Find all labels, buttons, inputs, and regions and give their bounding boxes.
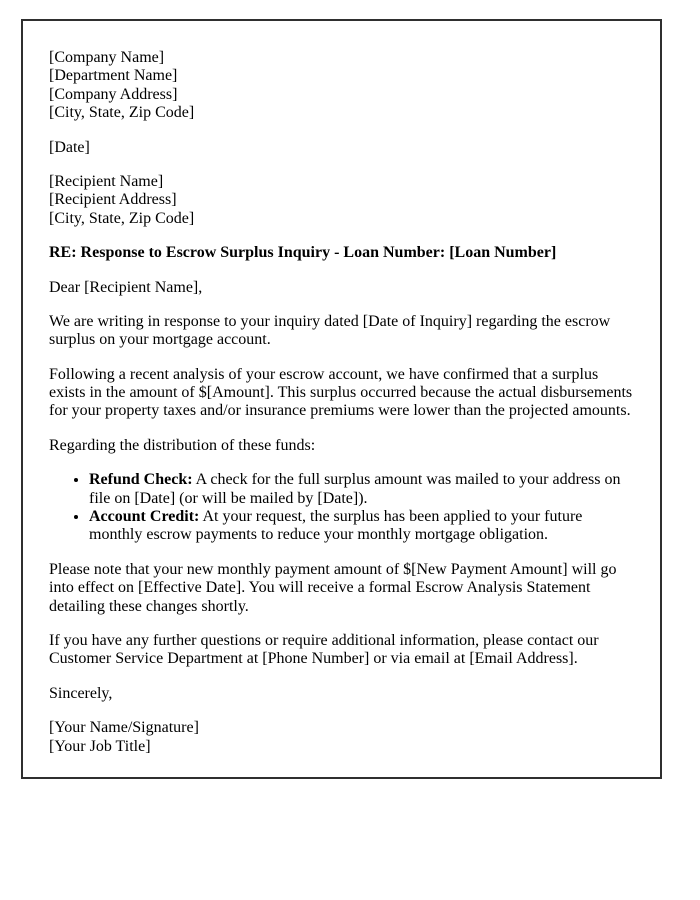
salutation: Dear [Recipient Name],	[49, 278, 203, 296]
sender-city-state-zip: [City, State, Zip Code]	[49, 104, 195, 122]
refund-check-text: A check for the full surplus amount was mailed to your address on file on [Date] (or will be mailed by [Date]).	[89, 471, 621, 507]
sender-department-name: [Department Name]	[49, 67, 178, 85]
subject-line: RE: Response to Escrow Surplus Inquiry - Loan Number: [Loan Number]	[49, 244, 557, 262]
recipient-address-block	[49, 173, 634, 228]
body-paragraph-analysis: Following a recent analysis of your escrow account, we have confirmed that a surplus exists in the amount of $[Amount]. This surplus occurred because the actual disbursements for your property taxes and/or insurance premiums were lower than the projected amounts.	[49, 365, 633, 420]
sender-company-address: [Company Address]	[49, 85, 178, 103]
account-credit-label: Account Credit:	[89, 508, 200, 526]
sender-address-block	[49, 49, 634, 123]
body-paragraph-distribution-intro: Regarding the distribution of these funds:	[49, 436, 316, 454]
refund-check-label: Refund Check:	[89, 471, 193, 489]
letter-date: [Date]	[49, 138, 90, 156]
signature-job-title: [Your Job Title]	[49, 737, 151, 755]
body-paragraph-new-payment: Please note that your new monthly payment amount of $[New Payment Amount] will go into effect on [Effective Date]. You will receive a formal Escrow Analysis Statement detailing these changes shortly.	[49, 560, 617, 615]
recipient-address: [Recipient Address]	[49, 191, 177, 209]
closing: Sincerely,	[49, 684, 113, 702]
account-credit-text: At your request, the surplus has been applied to your future monthly escrow payments to reduce your monthly mortgage obligation.	[89, 508, 583, 544]
signature-block	[49, 719, 634, 756]
letter-frame	[21, 19, 662, 779]
recipient-city-state-zip: [City, State, Zip Code]	[49, 209, 195, 227]
body-paragraph-inquiry: We are writing in response to your inquiry dated [Date of Inquiry] regarding the escrow surplus on your mortgage account.	[49, 312, 611, 349]
signature-name: [Your Name/Signature]	[49, 719, 199, 737]
list-item-refund-check	[89, 471, 634, 508]
sender-company-name: [Company Name]	[49, 49, 165, 66]
recipient-name: [Recipient Name]	[49, 172, 164, 190]
body-paragraph-contact: If you have any further questions or require additional information, please contact our Customer Service Department at [Phone Number] or via email at [Email Address].	[49, 631, 599, 668]
distribution-options-list	[49, 471, 634, 545]
list-item-account-credit	[89, 508, 634, 545]
